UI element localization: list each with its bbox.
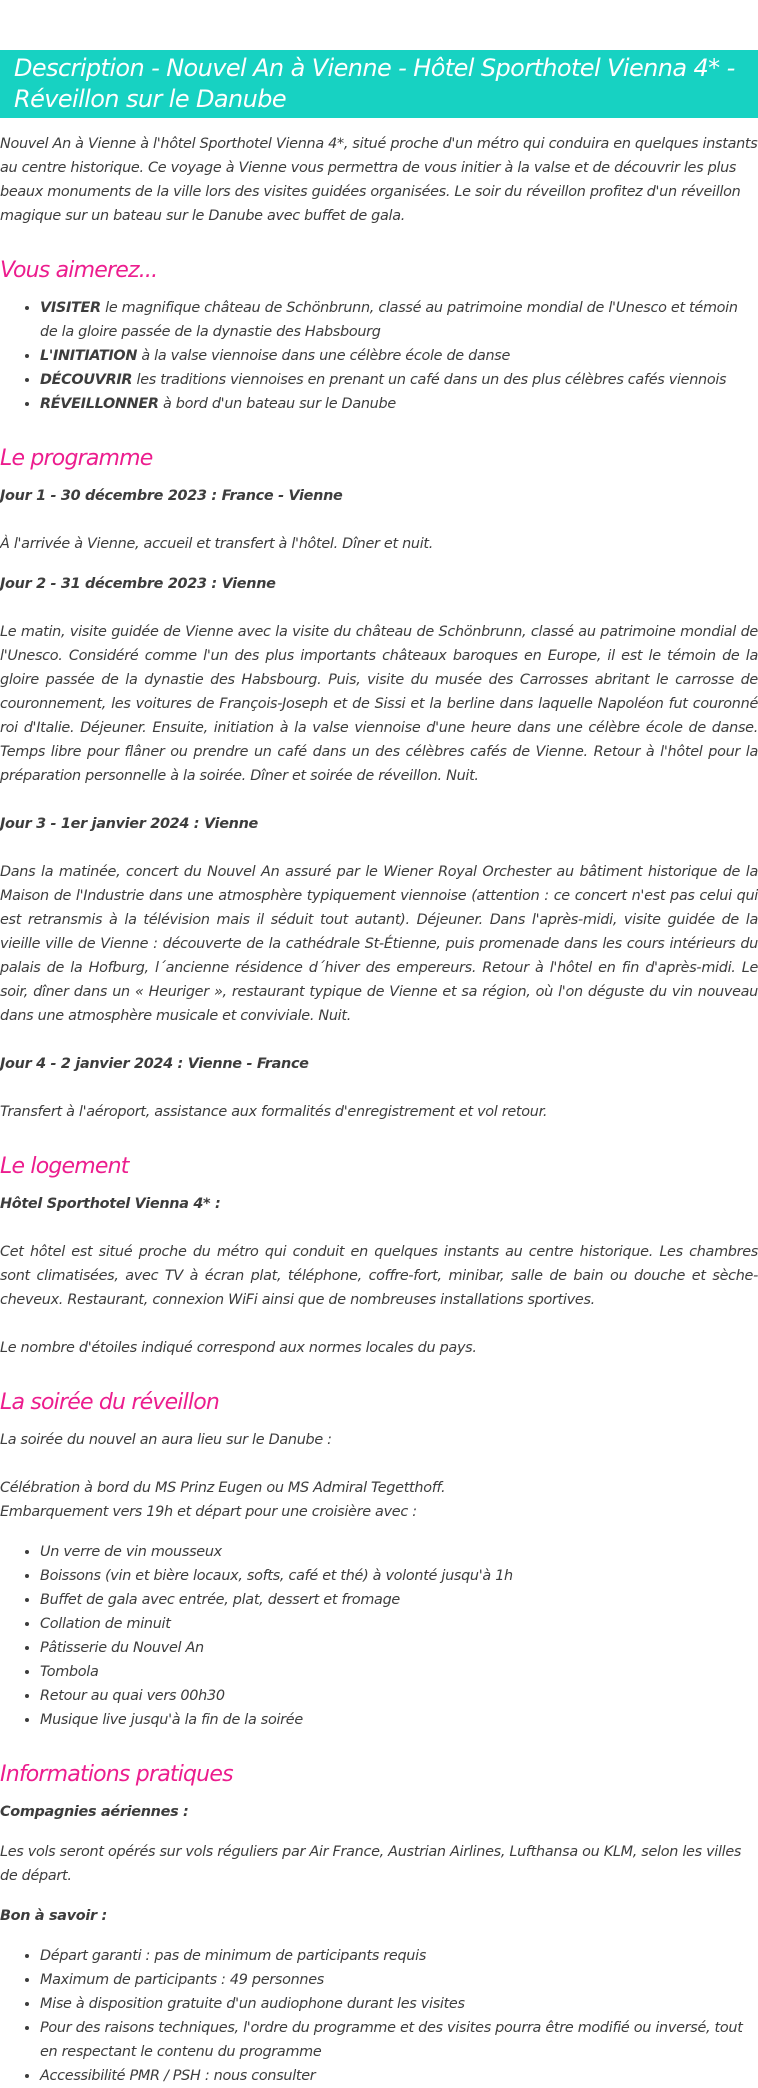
highlight-item: • RÉVEILLONNER à bord d'un bateau sur le Danube bbox=[40, 392, 758, 416]
day-title: Jour 1 - 30 décembre 2023 : France - Vienne bbox=[0, 488, 343, 504]
highlights-list bbox=[0, 296, 758, 416]
info-item: • Départ garanti : pas de minimum de participants requis bbox=[40, 1944, 758, 1968]
airlines-text: Les vols seront opérés sur vols réguliers par Air France, Austrian Airlines, Lufthansa ou KLM, selon les villes de départ. bbox=[0, 1844, 742, 1884]
good-to-know-label: Bon à savoir : bbox=[0, 1908, 107, 1924]
hotel-name: Hôtel Sporthotel Vienna 4* : bbox=[0, 1196, 221, 1212]
highlight-item: • DÉCOUVRIR les traditions viennoises en prenant un café dans un des plus célèbres cafés viennois bbox=[40, 368, 758, 392]
evening-item: • Retour au quai vers 00h30 bbox=[40, 1684, 758, 1708]
evening-intro: La soirée du nouvel an aura lieu sur le Danube : bbox=[0, 1432, 332, 1448]
evening-item: • Tombola bbox=[40, 1660, 758, 1684]
evening-list bbox=[0, 1540, 758, 1732]
evening-item: • Boissons (vin et bière locaux, softs, café et thé) à volonté jusqu'à 1h bbox=[40, 1564, 758, 1588]
highlight-item: • L'INITIATION à la valse viennoise dans une célèbre école de danse bbox=[40, 344, 758, 368]
evening-item: • Pâtisserie du Nouvel An bbox=[40, 1636, 758, 1660]
evening-heading: La soirée du réveillon bbox=[0, 1390, 220, 1415]
evening-boarding: Embarquement vers 19h et départ pour une croisière avec : bbox=[0, 1504, 417, 1520]
day-title: Jour 3 - 1er janvier 2024 : Vienne bbox=[0, 816, 259, 832]
highlight-item: • VISITER le magnifique château de Schönbrunn, classé au patrimoine mondial de l'Unesco et témoin de la gloire passée de la dynastie des Habsbourg bbox=[40, 296, 758, 344]
day-text: Transfert à l'aéroport, assistance aux formalités d'enregistrement et vol retour. bbox=[0, 1104, 548, 1120]
info-item: • Maximum de participants : 49 personnes bbox=[40, 1968, 758, 1992]
title-banner bbox=[0, 50, 758, 118]
airlines-label: Compagnies aériennes : bbox=[0, 1804, 189, 1820]
stars-note: Le nombre d'étoiles indiqué correspond aux normes locales du pays. bbox=[0, 1340, 477, 1356]
info-item: • Pour des raisons techniques, l'ordre du programme et des visites pourra être modifié ou inversé, tout en respectant le contenu du programme bbox=[40, 2016, 758, 2064]
program-heading: Le programme bbox=[0, 446, 153, 471]
evening-item: • Collation de minuit bbox=[40, 1612, 758, 1636]
day-text: Dans la matinée, concert du Nouvel An assuré par le Wiener Royal Orchester au bâtiment historique de la Maison de l'Industrie dans une atmosphère typiquement viennoise (attention : ce concert n'est pas celui qui est retransmis à la télévision mais il séduit tout autant). Déjeuner. Dans l'après-midi, visite guidée de la vieille ville de Vienne : découverte de la cathédrale St-Étienne, puis promenade dans les cours intérieurs du palais de la Hofburg, l´ancienne résidence d´hiver des empereurs. Retour à l'hôtel en fin d'après-midi. Le soir, dîner dans un « Heuriger », restaurant typique de Vienne et sa région, où l'on déguste du vin nouveau dans une atmosphère musicale et conviviale. Nuit. bbox=[0, 864, 758, 1024]
evening-item: • Buffet de gala avec entrée, plat, dessert et fromage bbox=[40, 1588, 758, 1612]
lodging-heading: Le logement bbox=[0, 1154, 129, 1179]
info-item: • Accessibilité PMR / PSH : nous consulter bbox=[40, 2064, 758, 2088]
info-item: • Mise à disposition gratuite d'un audiophone durant les visites bbox=[40, 1992, 758, 2016]
evening-item: • Un verre de vin mousseux bbox=[40, 1540, 758, 1564]
evening-boat: Célébration à bord du MS Prinz Eugen ou MS Admiral Tegetthoff. bbox=[0, 1480, 446, 1496]
evening-item: • Musique live jusqu'à la fin de la soirée bbox=[40, 1708, 758, 1732]
day-title: Jour 2 - 31 décembre 2023 : Vienne bbox=[0, 576, 276, 592]
day-title: Jour 4 - 2 janvier 2024 : Vienne - France bbox=[0, 1056, 309, 1072]
highlights-heading: Vous aimerez... bbox=[0, 258, 158, 283]
info-heading: Informations pratiques bbox=[0, 1762, 233, 1787]
day-text: Le matin, visite guidée de Vienne avec la visite du château de Schönbrunn, classé au patrimoine mondial de l'Unesco. Considéré comme l'un des plus importants châteaux baroques en Europe, il est le témoin de la gloire passée de la dynastie des Habsbourg. Puis, visite du musée des Carrosses abritant le carrosse de couronnement, les voitures de François-Joseph et de Sissi et la berline dans laquelle Napoléon fut couronné roi d'Italie. Déjeuner. Ensuite, initiation à la valse viennoise d'une heure dans une célèbre école de danse. Temps libre pour flâner ou prendre un café dans un des célèbres cafés de Vienne. Retour à l'hôtel pour la préparation personnelle à la soirée. Dîner et soirée de réveillon. Nuit. bbox=[0, 624, 758, 784]
info-list bbox=[0, 1944, 758, 2088]
day-text: À l'arrivée à Vienne, accueil et transfert à l'hôtel. Dîner et nuit. bbox=[0, 536, 434, 552]
main-content bbox=[0, 132, 758, 2088]
intro-paragraph: Nouvel An à Vienne à l'hôtel Sporthotel Vienna 4*, situé proche d'un métro qui conduira en quelques instants au centre historique. Ce voyage à Vienne vous permettra de vous initier à la valse et de découvrir les plus beaux monuments de la ville lors des visites guidées organisées. Le soir du réveillon profitez d'un réveillon magique sur un bateau sur le Danube avec buffet de gala. bbox=[0, 136, 758, 224]
hotel-description: Cet hôtel est situé proche du métro qui conduit en quelques instants au centre historique. Les chambres sont climatisées, avec TV à écran plat, téléphone, coffre-fort, minibar, salle de bain ou douche et sèche-cheveux. Restaurant, connexion WiFi ainsi que de nombreuses installations sportives. bbox=[0, 1244, 758, 1308]
page-title: Description - Nouvel An à Vienne - Hôtel Sporthotel Vienna 4* - Réveillon sur le Danube bbox=[14, 54, 735, 113]
